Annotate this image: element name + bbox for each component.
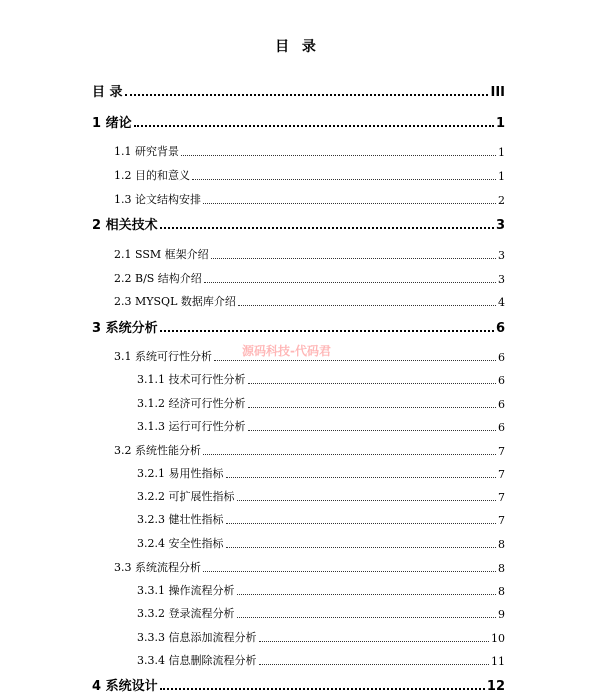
dot-leader: [211, 257, 496, 259]
toc-entry-label: 1 绪论: [92, 116, 132, 131]
toc-entry[interactable]: [92, 676, 505, 694]
toc-entry[interactable]: [92, 215, 505, 233]
dot-leader: [203, 202, 496, 204]
toc-entry[interactable]: [114, 291, 505, 309]
toc-entry-label: 3.3.2 登录流程分析: [137, 607, 235, 620]
toc-entry-page-number: 7: [498, 514, 505, 527]
dot-leader: [203, 453, 496, 455]
toc-entry-label: 3 系统分析: [92, 321, 158, 336]
watermark: 源码科技-代码君: [242, 344, 331, 358]
toc-entry-label: 3.3.3 信息添加流程分析: [137, 631, 257, 644]
dot-leader: [134, 124, 494, 127]
toc-entry[interactable]: [114, 244, 505, 262]
toc-entry-page-number: 8: [498, 585, 505, 598]
toc-entry-page-number: 3: [498, 249, 505, 262]
toc-entry-label: 3.3 系统流程分析: [114, 561, 201, 574]
toc-entry-page-number: 1: [495, 116, 505, 131]
toc-entry-label: 3.3.1 操作流程分析: [137, 584, 235, 597]
toc-entry-label: 4 系统设计: [92, 679, 158, 694]
toc-entry-page-number: 6: [498, 374, 505, 387]
toc-entry-page-number: 6: [498, 351, 505, 364]
toc-entry-page-number: 7: [498, 445, 505, 458]
dot-leader: [248, 406, 497, 408]
toc-entry-page-number: 2: [498, 194, 505, 207]
toc-entry[interactable]: [114, 557, 505, 575]
dot-leader: [203, 570, 496, 572]
dot-leader: [226, 522, 497, 524]
toc-entry-label: 3.1.3 运行可行性分析: [137, 420, 246, 433]
toc-entry-page-number: 1: [498, 170, 505, 183]
toc-entry-label: 2.1 SSM 框架介绍: [114, 248, 209, 261]
toc-entry-page-number: 9: [498, 608, 505, 621]
toc-entry[interactable]: [114, 268, 505, 286]
dot-leader: [160, 687, 485, 690]
dot-leader: [181, 154, 496, 156]
toc-entry-label: 3.1.1 技术可行性分析: [137, 373, 246, 386]
toc-entry-label: 2.3 MYSQL 数据库介绍: [114, 295, 236, 308]
toc-entry-page-number: 7: [498, 491, 505, 504]
toc-entry-label: 2.2 B/S 结构介绍: [114, 272, 202, 285]
toc-entry[interactable]: [92, 113, 505, 131]
toc-entry-page-number: 8: [498, 562, 505, 575]
dot-leader: [237, 593, 497, 595]
toc-entry[interactable]: [137, 369, 505, 387]
toc-entry[interactable]: [92, 318, 505, 336]
dot-leader: [160, 226, 494, 229]
toc-entry[interactable]: [137, 416, 505, 434]
toc-entry[interactable]: [92, 82, 505, 100]
dot-leader: [160, 329, 494, 332]
page-title: 目 录: [275, 39, 320, 55]
dot-leader: [204, 281, 496, 283]
toc-entry-page-number: 6: [498, 398, 505, 411]
toc-entry-label: 1.1 研究背景: [114, 145, 179, 158]
toc-entry-page-number: 12: [486, 679, 505, 694]
toc-entry[interactable]: [137, 603, 505, 621]
toc-entry-label: 3.3.4 信息删除流程分析: [137, 654, 257, 667]
dot-leader: [226, 476, 497, 478]
toc-entry[interactable]: [137, 463, 505, 481]
dot-leader: [259, 663, 490, 665]
toc-entry-label: 1.3 论文结构安排: [114, 193, 201, 206]
toc-entry[interactable]: [114, 440, 505, 458]
dot-leader: [237, 616, 497, 618]
toc-entry-label: 3.2 系统性能分析: [114, 444, 201, 457]
toc-entry-page-number: 7: [498, 468, 505, 481]
dot-leader: [237, 499, 497, 501]
dot-leader: [238, 304, 496, 306]
toc-entry[interactable]: [137, 533, 505, 551]
dot-leader: [214, 359, 496, 361]
toc-entry-page-number: 8: [498, 538, 505, 551]
toc-entry-label: 2 相关技术: [92, 218, 158, 233]
toc-entry[interactable]: [137, 650, 505, 668]
toc-entry[interactable]: [114, 165, 505, 183]
toc-entry[interactable]: [137, 393, 505, 411]
toc-entry-page-number: 1: [498, 146, 505, 159]
dot-leader: [248, 382, 497, 384]
dot-leader: [259, 640, 490, 642]
toc-entry-label: 3.1.2 经济可行性分析: [137, 397, 246, 410]
toc-entry-page-number: 10: [491, 632, 505, 645]
toc-entry-page-number: 11: [491, 655, 505, 668]
toc-entry[interactable]: [137, 580, 505, 598]
toc-entry[interactable]: [137, 627, 505, 645]
dot-leader: [248, 429, 497, 431]
toc-entry-page-number: 6: [495, 321, 505, 336]
toc-entry-label: 3.2.1 易用性指标: [137, 467, 224, 480]
toc-entry-page-number: III: [490, 85, 505, 100]
toc-entry-page-number: 3: [495, 218, 505, 233]
dot-leader: [226, 546, 497, 548]
toc-entry-label: 3.2.2 可扩展性指标: [137, 490, 235, 503]
dot-leader: [125, 93, 489, 96]
toc-entry-page-number: 4: [498, 296, 505, 309]
toc-entry-page-number: 6: [498, 421, 505, 434]
toc-entry-label: 3.2.4 安全性指标: [137, 537, 224, 550]
toc-entry-label: 3.2.3 健壮性指标: [137, 513, 224, 526]
toc-entry-page-number: 3: [498, 273, 505, 286]
toc-entry-label: 目 录: [92, 85, 123, 100]
dot-leader: [192, 178, 496, 180]
toc-entry[interactable]: [114, 141, 505, 159]
toc-entry[interactable]: [137, 509, 505, 527]
toc-entry-label: 3.1 系统可行性分析: [114, 350, 212, 363]
toc-entry[interactable]: [137, 486, 505, 504]
toc-entry-label: 1.2 目的和意义: [114, 169, 190, 182]
toc-entry[interactable]: [114, 189, 505, 207]
